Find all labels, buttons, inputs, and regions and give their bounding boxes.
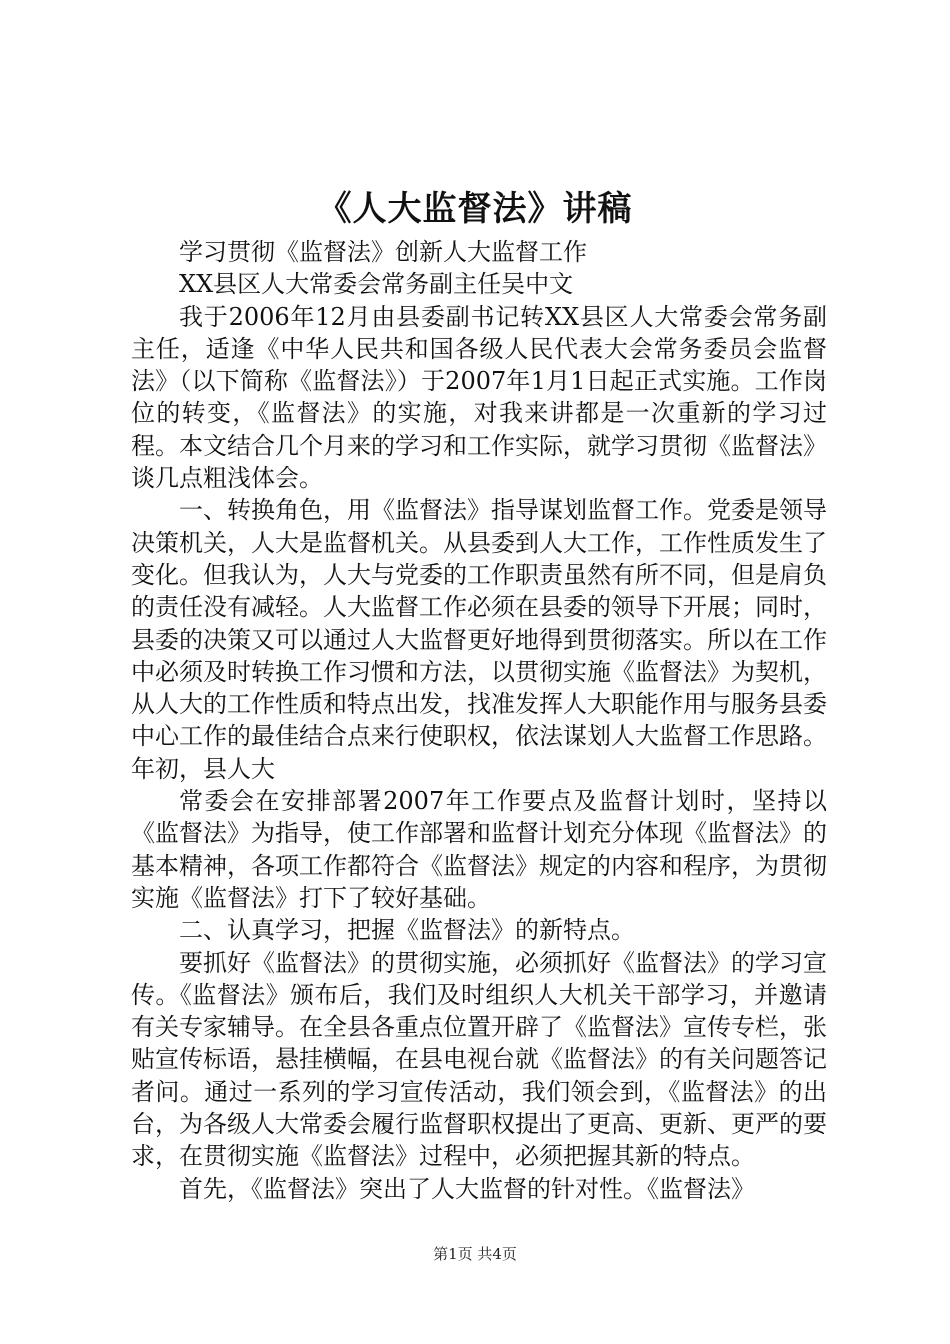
paragraph-intro: 我于2006年12月由县委副书记转XX县区人大常委会常务副主任，适逢《中华人民共和国各级人民代表大会常务委员会监督法》（以下简称《监督法》）于2007年1月1日起正式实施。工作岗位的转变，《监督法》的实施，对我来讲都是一次重新的学习过程。本文结合几个月来的学习和工作实际，就学习贯彻《监督法》谈几点粗浅体会。 bbox=[131, 302, 827, 493]
paragraph-section-one-cont: 常委会在安排部署2007年工作要点及监督计划时，坚持以《监督法》为指导，使工作部署和监督计划充分体现《监督法》的基本精神，各项工作都符合《监督法》规定的内容和程序，为贯彻实施《监督法》打下了较好基础。 bbox=[131, 787, 827, 912]
page-footer: 第1页 共4页 bbox=[433, 1245, 517, 1263]
paragraph-section-one: 一、转换角色，用《监督法》指导谋划监督工作。党委是领导决策机关，人大是监督机关。从县委到人大工作，工作性质发生了变化。但我认为，人大与党委的工作职责虽然有所不同，但是肩负的责任没有减轻。人大监督工作必须在县委的领导下开展；同时，县委的决策又可以通过人大监督更好地得到贯彻落实。所以在工作中必须及时转换工作习惯和方法，以贯彻实施《监督法》为契机，从人大的工作性质和特点出发，找准发挥人大职能作用与服务县委中心工作的最佳结合点来行使职权，依法谋划人大监督工作思路。年初，县人大 bbox=[131, 496, 827, 783]
paragraph-section-two: 要抓好《监督法》的贯彻实施，必须抓好《监督法》的学习宣传。《监督法》颁布后，我们及时组织人大机关干部学习，并邀请有关专家辅导。在全县各重点位置开辟了《监督法》宣传专栏，张贴宣传标语，悬挂横幅，在县电视台就《监督法》的有关问题答记者问。通过一系列的学习宣传活动，我们领会到，《监督法》的出台，为各级人大常委会履行监督职权提出了更高、更新、更严的要求，在贯彻实施《监督法》过程中，必须把握其新的特点。 bbox=[131, 948, 827, 1171]
document-title: 《人大监督法》讲稿 bbox=[317, 189, 633, 229]
paragraph-section-two-heading: 二、认真学习，把握《监督法》的新特点。 bbox=[179, 916, 635, 945]
paragraph-first-point: 首先，《监督法》突出了人大监督的针对性。《监督法》 bbox=[179, 1174, 755, 1203]
document-body bbox=[131, 236, 827, 1205]
paragraph-subtitle: 学习贯彻《监督法》创新人大监督工作 bbox=[179, 238, 587, 266]
paragraph-author: XX县区人大常委会常务副主任吴中文 bbox=[179, 270, 574, 299]
